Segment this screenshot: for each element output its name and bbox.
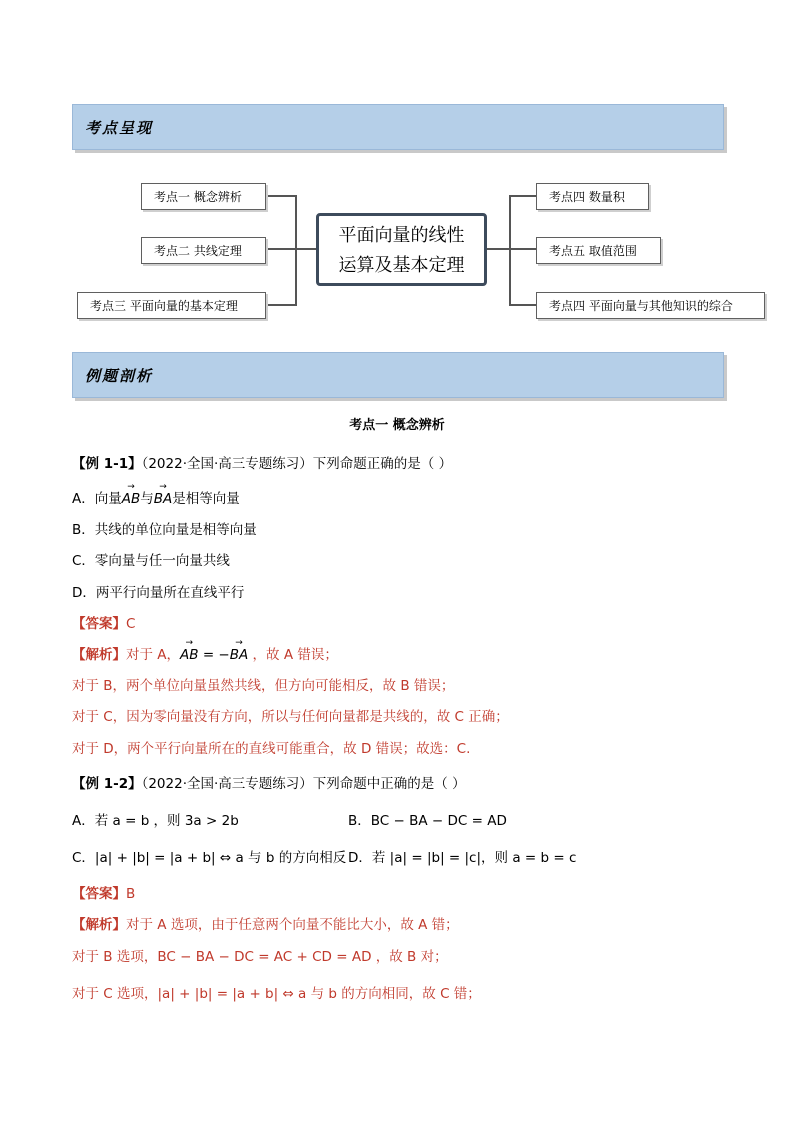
vector-ab: → AB bbox=[122, 491, 141, 507]
mindmap-node-left-3: 考点三 平面向量的基本定理 bbox=[77, 292, 266, 319]
analysis-line-1 bbox=[72, 643, 338, 663]
answer-label: 【答案】 bbox=[72, 886, 126, 902]
analysis-text: ，故 A 错误； bbox=[248, 647, 338, 663]
example-1-2-question bbox=[72, 772, 466, 792]
analysis-line-2: 对于 B，两个单位向量虽然共线，但方向可能相反，故 B 错误； bbox=[72, 678, 455, 694]
vector-ba: → BA bbox=[154, 491, 173, 507]
section-header-liti bbox=[72, 352, 724, 398]
option-text: A．向量 bbox=[72, 491, 122, 507]
example-label: 【例 1-1】 bbox=[72, 456, 142, 472]
analysis-line-1 bbox=[72, 913, 459, 933]
option-c: C．零向量与任一向量共线 bbox=[72, 553, 230, 569]
analysis-label: 【解析】 bbox=[72, 647, 126, 663]
mindmap-center-line2: 运算及基本定理 bbox=[338, 255, 465, 276]
option-c: C．|a| + |b| = |a + b| ⇔ a 与 b 的方向相反 bbox=[72, 850, 347, 866]
mindmap-center-node bbox=[316, 213, 487, 286]
mindmap-node-right-2: 考点五 取值范围 bbox=[536, 237, 661, 264]
mindmap-connectors bbox=[0, 0, 794, 340]
example-label: 【例 1-2】 bbox=[72, 776, 142, 792]
option-d: D．两平行向量所在直线平行 bbox=[72, 585, 245, 601]
option-a bbox=[72, 487, 240, 507]
mindmap-node-right-1: 考点四 数量积 bbox=[536, 183, 649, 210]
vector-ba: → BA bbox=[230, 647, 249, 663]
mindmap-node-right-3: 考点四 平面向量与其他知识的综合 bbox=[536, 292, 765, 319]
example-source: （2022·全国·高三专题练习）下列命题中正确的是（ ） bbox=[141, 776, 466, 792]
option-d: D．若 |a| = |b| = |c|，则 a = b = c bbox=[348, 850, 577, 866]
analysis-line-4: 对于 D，两个平行向量所在的直线可能重合，故 D 错误；故选：C. bbox=[72, 741, 471, 757]
option-a: A．若 a = b ，则 3a > 2b bbox=[72, 813, 239, 829]
option-b: B．共线的单位向量是相等向量 bbox=[72, 522, 257, 538]
analysis-text: = − bbox=[198, 647, 230, 663]
answer-label: 【答案】 bbox=[72, 616, 126, 632]
answer-value: C bbox=[126, 616, 136, 632]
mindmap-node-left-2: 考点二 共线定理 bbox=[141, 237, 266, 264]
analysis-line-2: 对于 B 选项，BC − BA − DC = AC + CD = AD ，故 B 对； bbox=[72, 949, 448, 965]
analysis-label: 【解析】 bbox=[72, 917, 126, 933]
section-title: 例题剖析 bbox=[85, 367, 154, 385]
section-title: 考点呈现 bbox=[85, 119, 154, 137]
example-1-1-question bbox=[72, 452, 452, 472]
mindmap-node-left-1: 考点一 概念辨析 bbox=[141, 183, 266, 210]
analysis-line-3: 对于 C 选项，|a| + |b| = |a + b| ⇔ a 与 b 的方向相同，故 C 错； bbox=[72, 986, 481, 1002]
topic-title: 考点一 概念辨析 bbox=[349, 418, 445, 433]
answer-value: B bbox=[126, 886, 136, 902]
vector-ab: → AB bbox=[180, 647, 199, 663]
answer-line bbox=[72, 612, 135, 632]
option-text: 与 bbox=[140, 491, 154, 507]
option-b: B．BC − BA − DC = AD bbox=[348, 813, 507, 829]
mindmap-center-line1: 平面向量的线性 bbox=[338, 225, 465, 246]
analysis-line-3: 对于 C，因为零向量没有方向，所以与任何向量都是共线的，故 C 正确； bbox=[72, 709, 509, 725]
analysis-text: 对于 A， bbox=[126, 647, 181, 663]
example-source: （2022·全国·高三专题练习）下列命题正确的是（ ） bbox=[141, 456, 453, 472]
answer-line bbox=[72, 882, 135, 902]
analysis-text: 对于 A 选项，由于任意两个向量不能比大小，故 A 错； bbox=[126, 917, 459, 933]
option-text: 是相等向量 bbox=[172, 491, 240, 507]
